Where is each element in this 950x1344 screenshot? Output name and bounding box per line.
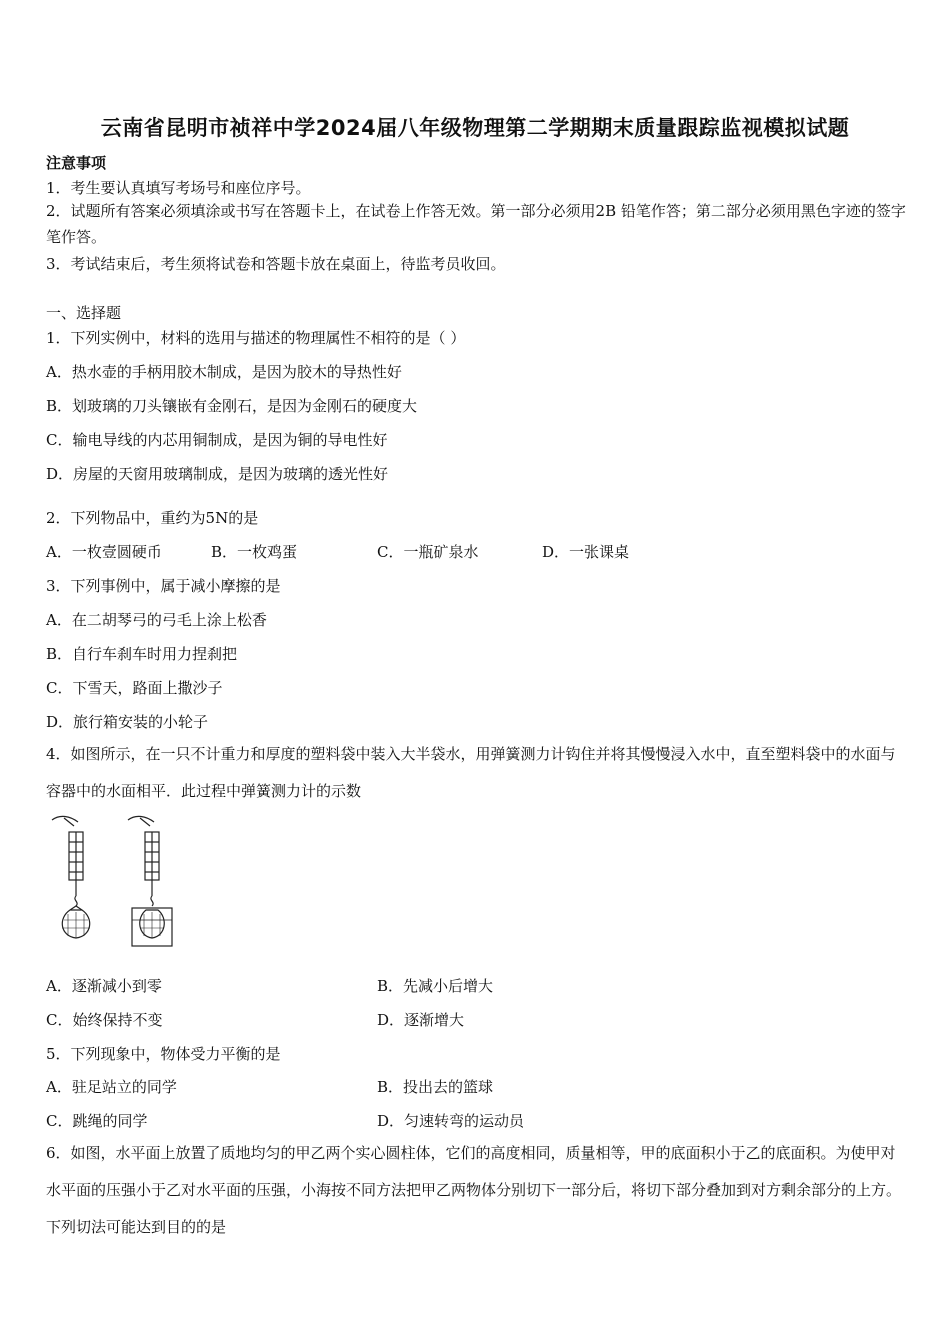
question-3-option-d: D．旅行箱安装的小轮子 (46, 713, 209, 731)
spring-scale-figure (44, 812, 194, 952)
question-1-option-b: B．划玻璃的刀头镶嵌有金刚石，是因为金刚石的硬度大 (46, 397, 418, 415)
question-4-stem: 4．如图所示，在一只不计重力和厚度的塑料袋中装入大半袋水，用弹簧测力计钩住并将其慢慢浸入水中，直至塑料袋中的水面与容器中的水面相平．此过程中弹簧测力计的示数 (46, 745, 896, 800)
question-1-option-d: D．房屋的天窗用玻璃制成，是因为玻璃的透光性好 (46, 465, 389, 483)
question-2-option-a: A．一枚壹圆硬币 (46, 543, 162, 561)
question-3-option-b: B．自行车刹车时用力捏刹把 (46, 645, 238, 663)
question-4-option-a: A．逐渐减小到零 (46, 977, 162, 995)
question-2-option-c: C．一瓶矿泉水 (377, 543, 479, 561)
question-3-option-c: C．下雪天，路面上撒沙子 (46, 679, 223, 697)
question-1-stem: 1．下列实例中，材料的选用与描述的物理属性不相符的是（ ） (46, 329, 466, 347)
question-5-option-a: A．驻足站立的同学 (46, 1078, 177, 1096)
question-5-option-c: C．跳绳的同学 (46, 1112, 148, 1130)
question-2-option-d: D．一张课桌 (542, 543, 630, 561)
question-3-option-a: A．在二胡琴弓的弓毛上涂上松香 (46, 611, 267, 629)
question-5-option-d: D．匀速转弯的运动员 (377, 1112, 525, 1130)
notice-heading: 注意事项 (46, 154, 107, 172)
exam-title: 云南省昆明市祯祥中学2024届八年级物理第二学期期末质量跟踪监视模拟试题 (100, 116, 850, 140)
question-5-stem: 5．下列现象中，物体受力平衡的是 (46, 1045, 281, 1063)
notice-item-2: 2．试题所有答案必须填涂或书写在答题卡上，在试卷上作答无效。第一部分必须用2B 铅笔作答；第二部分必须用黑色字迹的签字笔作答。 (46, 202, 906, 246)
notice-item-1: 1．考生要认真填写考场号和座位序号。 (46, 179, 311, 197)
question-5-option-b: B．投出去的篮球 (377, 1078, 494, 1096)
question-2-stem: 2．下列物品中，重约为5N的是 (46, 509, 259, 527)
question-4-option-b: B．先减小后增大 (377, 977, 494, 995)
notice-item-3: 3．考试结束后，考生须将试卷和答题卡放在桌面上，待监考员收回。 (46, 255, 506, 273)
question-4-option-c: C．始终保持不变 (46, 1011, 163, 1029)
question-2-option-b: B．一枚鸡蛋 (211, 543, 298, 561)
question-1-option-a: A．热水壶的手柄用胶木制成，是因为胶木的导热性好 (46, 363, 402, 381)
question-6-stem: 6．如图，水平面上放置了质地均匀的甲乙两个实心圆柱体，它们的高度相同，质量相等，甲的底面积小于乙的底面积。为使甲对水平面的压强小于乙对水平面的压强，小海按不同方法把甲乙两物体分别切下一部分后，将切下部分叠加到对方剩余部分的上方。下列切法可能达到目的的是 (46, 1144, 902, 1236)
section-heading: 一、选择题 (46, 304, 122, 322)
question-3-stem: 3．下列事例中，属于减小摩擦的是 (46, 577, 281, 595)
question-1-option-c: C．输电导线的内芯用铜制成，是因为铜的导电性好 (46, 431, 388, 449)
question-4-option-d: D．逐渐增大 (377, 1011, 465, 1029)
